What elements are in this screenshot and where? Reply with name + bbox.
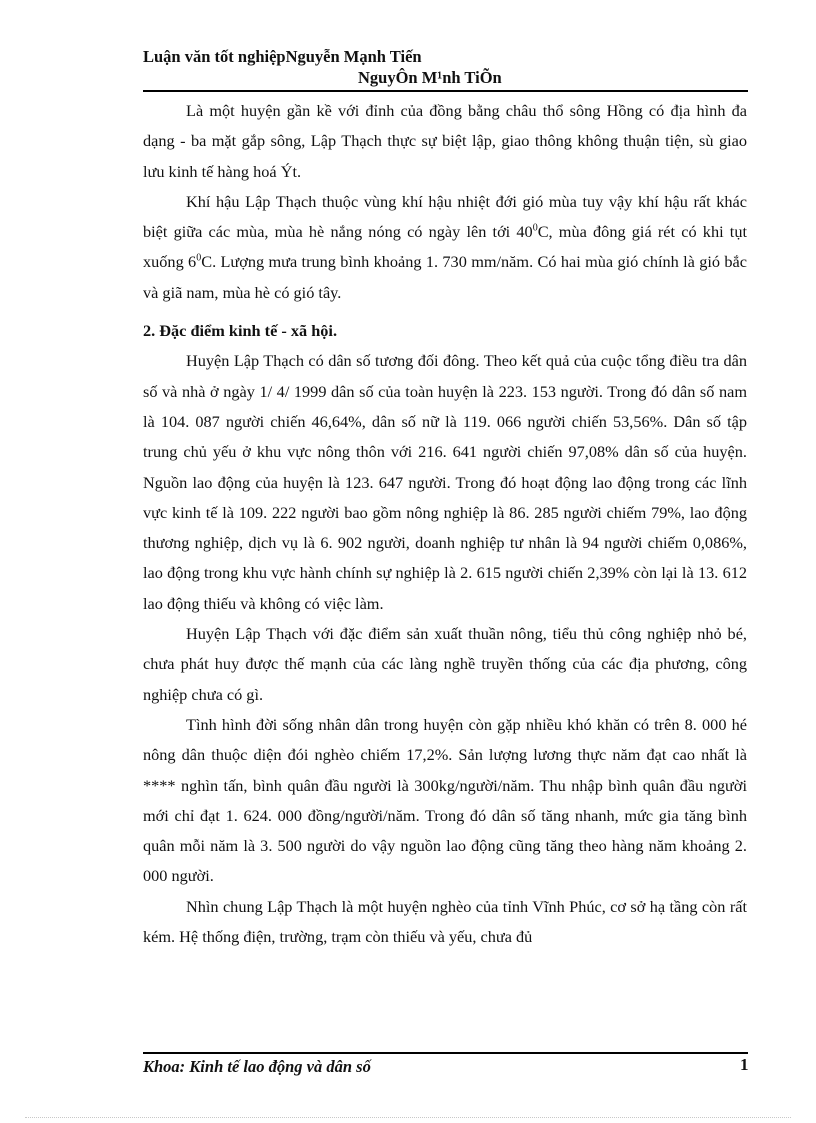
page-number: 1: [740, 1055, 749, 1074]
paragraph-population: Huyện Lập Thạch có dân số tương đối đông. Theo kết quả của cuộc tổng điều tra dân số và nhà ở ngày 1/ 4/ 1999 dân số của toàn huyện là 223. 153 người. Trong đó dân số nam là 104. 087 người chiến 46,64%, dân số nữ là 119. 066 người chiến 53,56%. Dân số tập trung chủ yếu ở khu vực nông thôn với 216. 641 người chiến 97,08% dân số của huyện. Nguồn lao động của huyện là 123. 647 người. Trong đó hoạt động lao động trong các lĩnh vực kinh tế là 109. 222 người bao gồm nông nghiệp là 86. 285 người chiếm 79%, lao động thương nghiệp, dịch vụ là 6. 902 người, doanh nghiệp tư nhân là 94 người chiếm 0,086%, lao động trong khu vực hành chính sự nghiệp là 2. 615 người chiến 2,39% còn lại là 13. 612 lao động thiếu và không có việc làm.: [143, 351, 747, 613]
paragraph-geography: Là một huyện gần kề với đỉnh của đồng bằng châu thổ sông Hồng có địa hình đa dạng - ba mặt gắp sông, Lập Thạch thực sự biệt lập, giao thông không thuận tiện, sù giao lưu kinh tế hàng hoá Ýt.: [143, 101, 747, 181]
header-title: Luận văn tốt nghiệpNguyễn Mạnh Tiến: [143, 47, 422, 66]
header-rule: [143, 90, 748, 92]
paragraph-living-conditions: Tình hình đời sống nhân dân trong huyện còn gặp nhiều khó khăn có trên 8. 000 hé nông dân thuộc diện đói nghèo chiếm 17,2%. Sản lượng lương thực năm đạt cao nhất là **** nghìn tấn, bình quân đầu người là 300kg/người/năm. Thu nhập bình quân đầu người mới chỉ đạt 1. 624. 000 đồng/người/năm. Trong đó dân số tăng nhanh, mức gia tăng bình quân mỗi năm là 3. 500 người do vậy nguồn lao động cũng tăng theo hàng năm khoảng 2. 000 người.: [143, 714, 747, 886]
document-body: [143, 96, 747, 952]
footer-faculty: Khoa: Kinh tế lao động và dân số: [143, 1057, 371, 1076]
degree-superscript: 0: [532, 222, 538, 234]
paragraph-climate: [143, 187, 747, 308]
climate-text-1: Khí hậu Lập Thạch thuộc vùng khí hậu nhiệt đới gió mùa tuy vậy khí hậu rất khác biệt giữa các mùa, mùa hè nắng nóng có ngày lên tới 40: [143, 191, 747, 242]
section-heading: 2. Đặc điểm kinh tế - xã hội.: [143, 321, 338, 341]
paragraph-production: Huyện Lập Thạch với đặc điểm sản xuất thuần nông, tiểu thủ công nghiệp nhỏ bé, chưa phát huy được thế mạnh của các làng nghề truyền thống của các địa phương, công nghiệp chưa có gì.: [143, 624, 747, 704]
climate-text-2: C, mùa đông giá rét có khi tụt xuống 6: [143, 222, 747, 272]
page-bottom-dotted-line: [25, 1117, 791, 1118]
climate-text-3: C. Lượng mưa trung bình khoảng 1. 730 mm/năm. Có hai mùa gió chính là gió bắc và giã nam, mùa hè có gió tây.: [143, 252, 747, 302]
paragraph-conclusion: Nhìn chung Lập Thạch là một huyện nghèo của tỉnh Vĩnh Phúc, cơ sở hạ tầng còn rất kém. Hệ thống điện, trường, trạm còn thiếu và yếu, chưa đủ: [143, 896, 747, 947]
header-author: NguyÔn M¹nh TiÕn: [358, 68, 502, 87]
footer-rule: [143, 1052, 748, 1054]
degree-superscript: 0: [196, 253, 202, 265]
